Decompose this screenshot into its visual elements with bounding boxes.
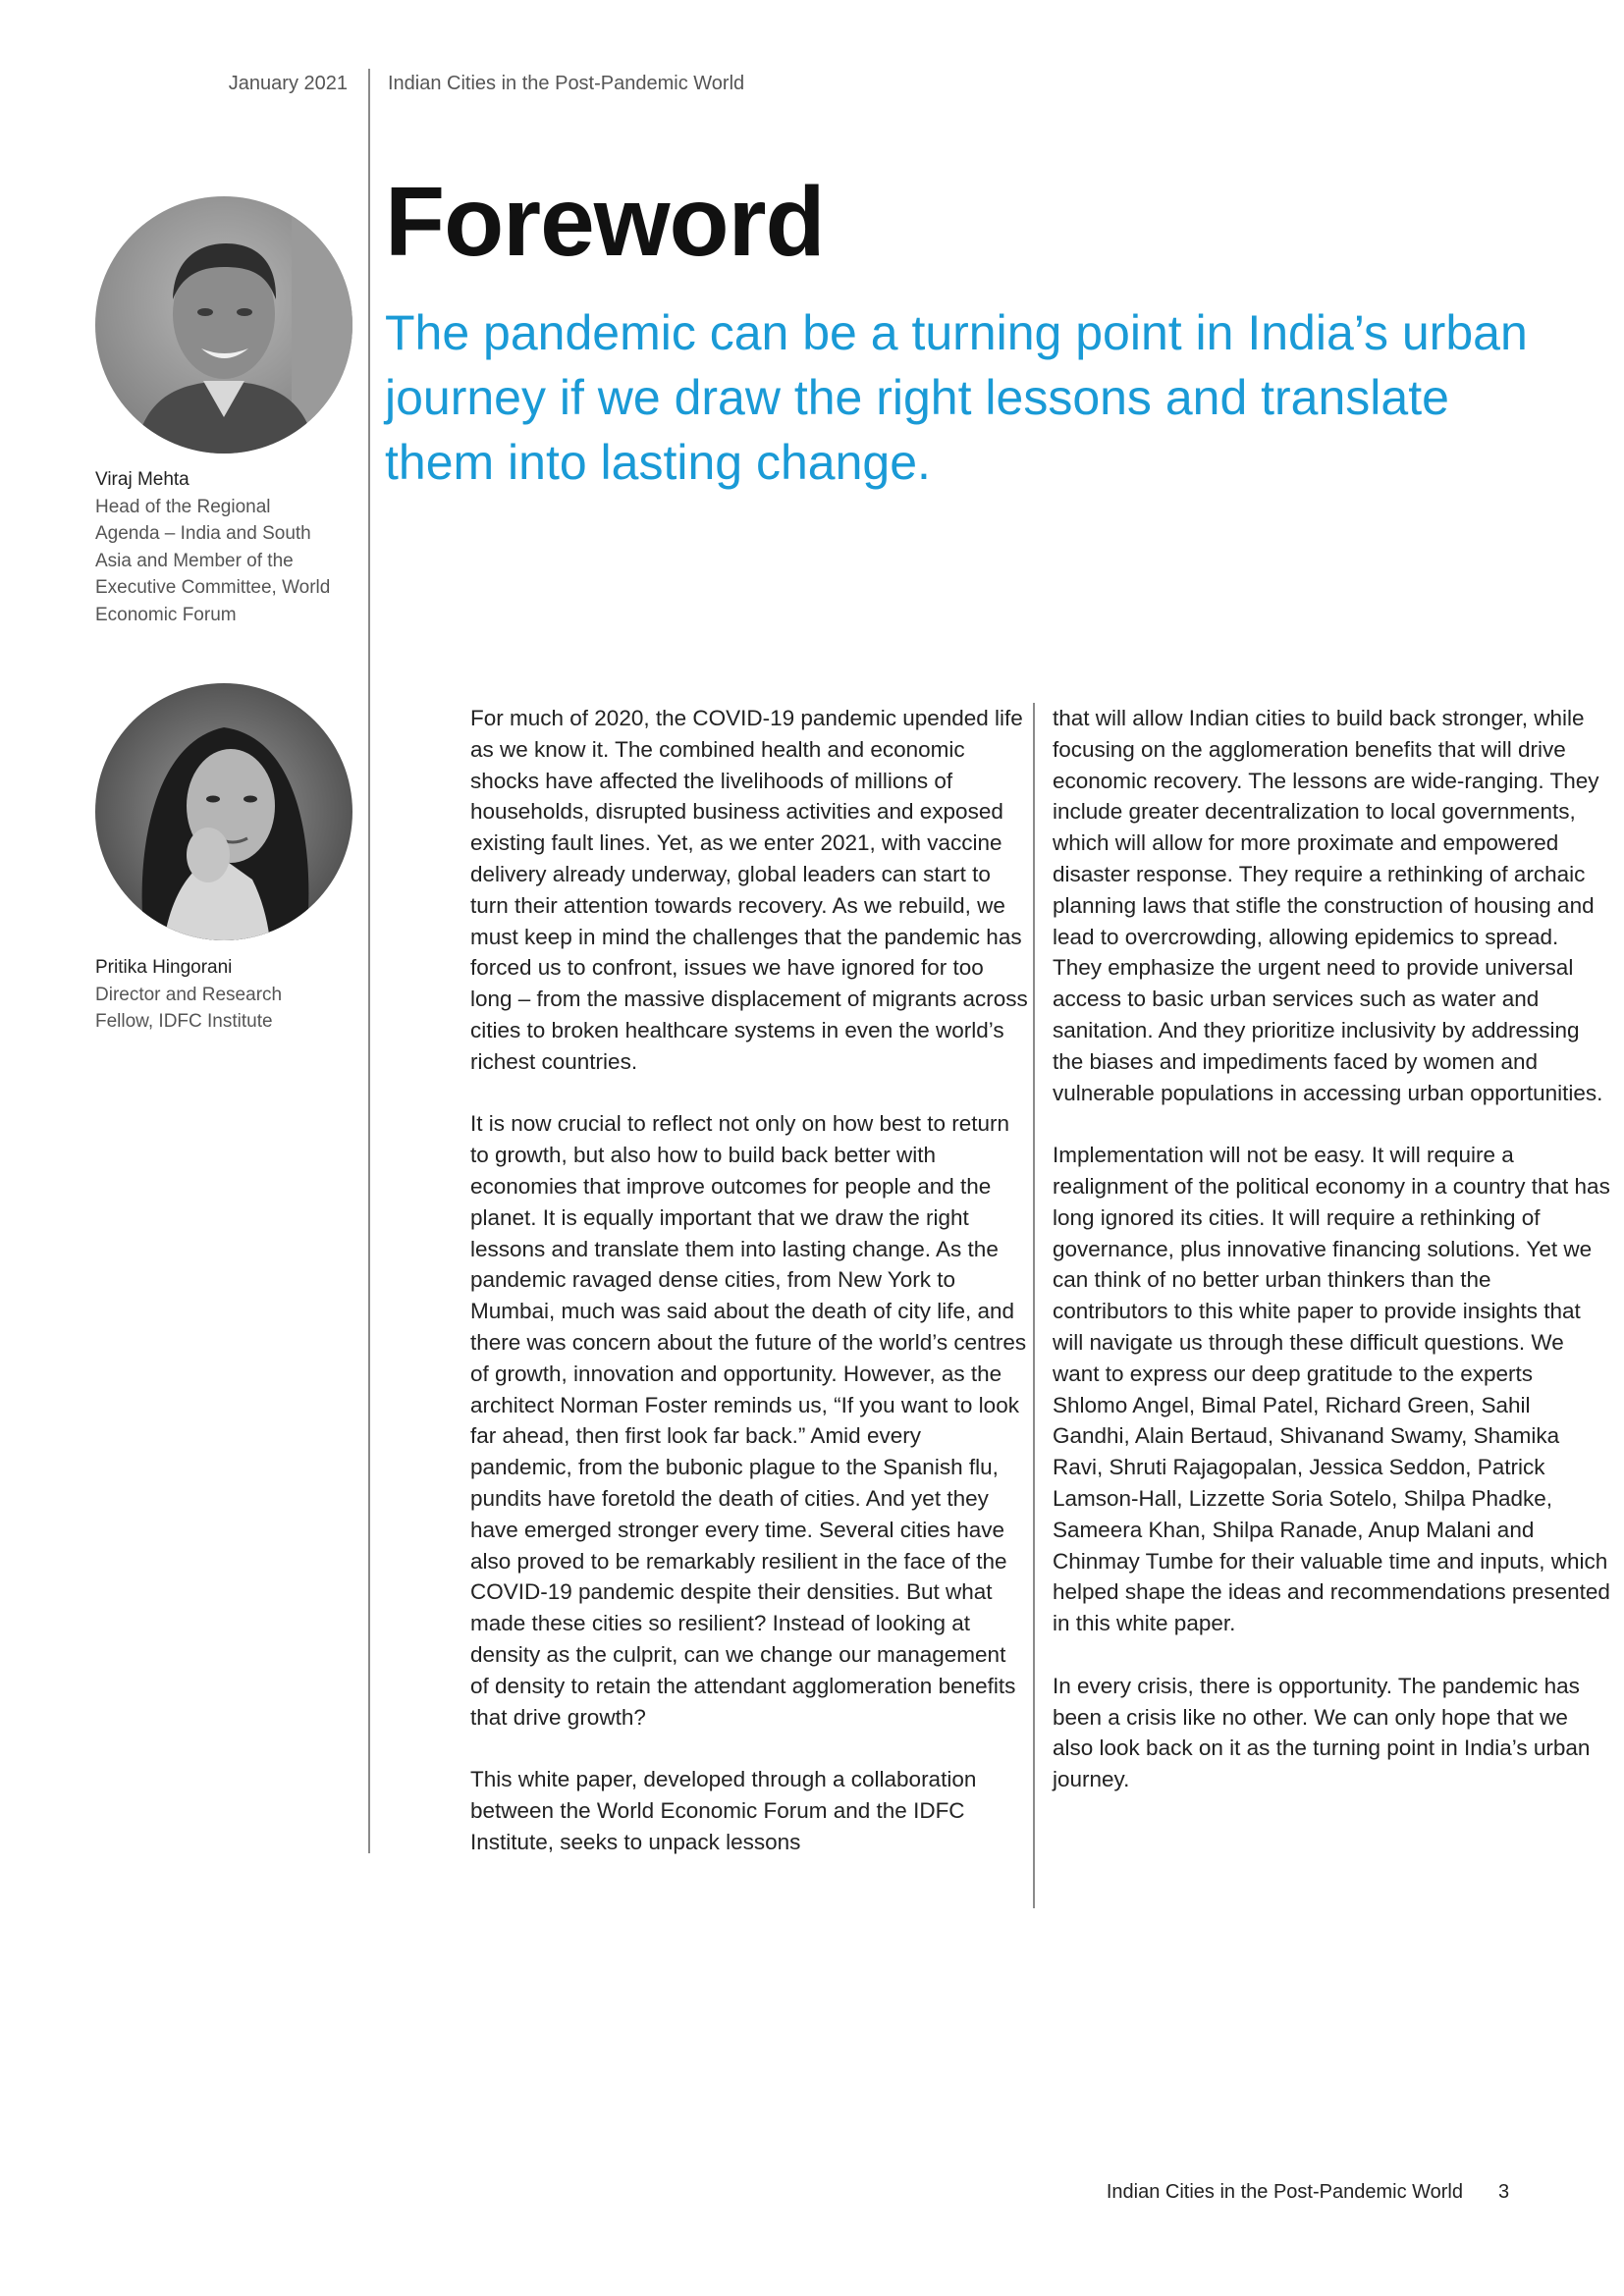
author-photo-pritika-hingorani (95, 683, 352, 940)
paragraph: For much of 2020, the COVID-19 pandemic upended life as we know it. The combined health and economic shocks have affected the livelihoods of millions of households, disrupted business activities and exposed existing fault lines. Yet, as we enter 2021, with vaccine delivery already underway, global leaders can start to turn their attention towards recovery. As we rebuild, we must keep in mind the challenges that the pandemic has forced us to confront, issues we have ignored for too long – from the massive displacement of migrants across cities to broken healthcare systems in even the world’s richest countries. (470, 706, 1028, 1074)
author-info-pritika-hingorani (95, 954, 331, 1036)
author-info-viraj-mehta (95, 466, 331, 628)
author-role: Head of the Regional Agenda – India and South Asia and Member of the Executive Committee, World Economic Forum (95, 496, 331, 625)
header-title: Indian Cities in the Post-Pandemic World (388, 73, 745, 94)
paragraph: It is now crucial to reflect not only on how best to return to growth, but also how to build back better with economies that improve outcomes for people and the planet. It is equally important that we draw the right lessons and translate them into lasting change. As the pandemic ravaged dense cities, from New York to Mumbai, much was said about the death of city life, and there was concern about the future of the world’s centres of growth, innovation and opportunity. However, as the architect Norman Foster reminds us, “If you want to look far ahead, then first look far back.” Amid every pandemic, from the bubonic plague to the Spanish flu, pundits have foretold the death of cities. And yet they have emerged stronger every time. Several cities have also proved to be remarkably resilient in the face of the COVID-19 pandemic despite their densities. But what made these cities so resilient? Instead of looking at density as the culprit, can we change our management of density to retain the attendant agglomeration benefits that drive growth? (470, 1111, 1027, 1730)
header-divider (368, 69, 370, 1853)
page-subtitle: The pandemic can be a turning point in India’s urban journey if we draw the right lessons and translate them into lasting change. (385, 305, 1528, 490)
paragraph: This white paper, developed through a collaboration between the World Economic Forum and the IDFC Institute, seeks to unpack lessons (470, 1767, 977, 1854)
header-date: January 2021 (228, 73, 348, 94)
page-title: Foreword (385, 167, 825, 277)
paragraph: In every crisis, there is opportunity. The pandemic has been a crisis like no other. We can only hope that we also look back on it as the turning point in India’s urban journey. (1053, 1673, 1591, 1792)
author-name: Viraj Mehta (95, 469, 189, 490)
author-photo-viraj-mehta (95, 196, 352, 454)
body-column-2 (1053, 703, 1610, 1827)
footer-title: Indian Cities in the Post-Pandemic World (1106, 2181, 1463, 2203)
author-name: Pritika Hingorani (95, 957, 233, 978)
paragraph: that will allow Indian cities to build back stronger, while focusing on the agglomeration benefits that will drive economic recovery. The lessons are wide-ranging. They include greater decentralization to local governments, which will allow for more proximate and empowered disaster response. They require a rethinking of archaic planning laws that stifle the construction of housing and lead to overcrowding, allowing epidemics to spread. They emphasize the urgent need to provide universal access to basic urban services such as water and sanitation. And they prioritize inclusivity by addressing the biases and impediments faced by women and vulnerable populations in accessing urban opportunities. (1053, 706, 1603, 1105)
page-number: 3 (1498, 2181, 1510, 2203)
paragraph: Implementation will not be easy. It will require a realignment of the political economy in a country that has long ignored its cities. It will require a rethinking of governance, plus innovative financing solutions. Yet we can think of no better urban thinkers than the contributors to this white paper to provide insights that will navigate us through these difficult questions. We want to express our deep gratitude to the experts Shlomo Angel, Bimal Patel, Richard Green, Sahil Gandhi, Alain Bertaud, Shivanand Swamy, Shamika Ravi, Shruti Rajagopalan, Jessica Seddon, Patrick Lamson-Hall, Lizzette Soria Sotelo, Shilpa Phadke, Sameera Khan, Shilpa Ranade, Anup Malani and Chinmay Tumbe for their valuable time and inputs, which helped shape the ideas and recommendations presented in this white paper. (1053, 1143, 1610, 1636)
body-column-1 (470, 703, 1028, 1889)
author-role: Director and Research Fellow, IDFC Institute (95, 984, 283, 1032)
column-divider (1033, 703, 1035, 1908)
